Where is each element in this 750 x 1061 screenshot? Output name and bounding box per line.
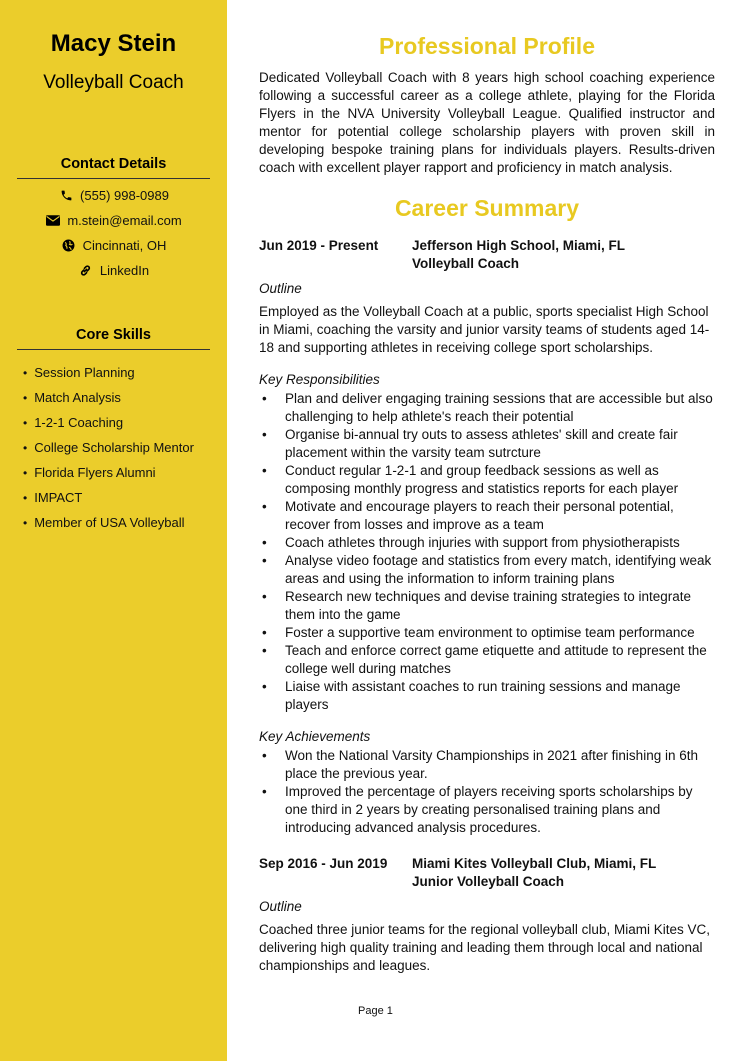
candidate-title: Volleyball Coach [43, 72, 184, 93]
career-heading: Career Summary [394, 195, 580, 221]
location-text: Cincinnati, OH [82, 238, 167, 253]
list-item: • Conduct regular 1-2-1 and group feedback sessions as well as composing monthly progress and statistics reports for each player [259, 462, 715, 498]
list-item: • Motivate and encourage players to reach their personal potential, recover from losses and improve as a team [259, 498, 715, 534]
contact-list [17, 183, 210, 283]
profile-text: Dedicated Volleyball Coach with 8 years high school coaching experience following a successful career as a college athlete, playing for the Florida Flyers in the NVA University Volleyball League. Qualified instructor and mentor for potential college scholarship players with proven skill in developing bespoke training plans for individuals players. Results-driven coach with excellent player rapport and proficiency in match analysis. [259, 70, 715, 175]
responsibilities-list [259, 390, 715, 714]
skill-item: • Session Planning [23, 360, 210, 385]
globe-icon [61, 239, 77, 253]
envelope-icon [45, 214, 61, 228]
phone-icon [58, 189, 74, 203]
skill-item: • Florida Flyers Alumni [23, 460, 210, 485]
list-item: • Research new techniques and devise training strategies to integrate them into the game [259, 588, 715, 624]
phone-text[interactable]: (555) 998-0989 [80, 188, 169, 203]
candidate-name: Macy Stein [50, 30, 177, 57]
achievements-list [259, 747, 715, 837]
linkedin-link[interactable]: LinkedIn [99, 263, 150, 278]
skills-heading: Core Skills [17, 327, 210, 350]
skill-item: • IMPACT [23, 485, 210, 510]
job-employer-block [412, 237, 625, 273]
outline-label: Outline [259, 281, 302, 296]
list-item: • Liaise with assistant coaches to run training sessions and manage players [259, 678, 715, 714]
job-date: Sep 2016 - Jun 2019 [259, 856, 388, 871]
list-item: • Plan and deliver engaging training sessions that are accessible but also challenging to help athlete's reach their potential [259, 390, 715, 426]
job-employer: Jefferson High School, Miami, FL [412, 238, 626, 253]
job-employer-block [412, 855, 656, 891]
list-item: • Teach and enforce correct game etiquette and attitude to represent the college well during matches [259, 642, 715, 678]
skills-list [17, 360, 210, 535]
list-item: • Won the National Varsity Championships in 2021 after finishing in 6th place the previous year. [259, 747, 715, 783]
job-role: Volleyball Coach [412, 256, 520, 271]
job-entry [259, 237, 715, 837]
skill-item: • Match Analysis [23, 385, 210, 410]
list-item: • Improved the percentage of players receiving sports scholarships by one third in 2 years by creating personalised training plans and introducing advanced analysis procedures. [259, 783, 715, 837]
skill-item: • College Scholarship Mentor [23, 435, 210, 460]
job-employer: Miami Kites Volleyball Club, Miami, FL [412, 856, 657, 871]
list-item: • Analyse video footage and statistics from every match, identifying weak areas and using the information to inform training plans [259, 552, 715, 588]
job-date: Jun 2019 - Present [259, 238, 379, 253]
contact-phone [17, 183, 210, 208]
main-content [259, 0, 715, 975]
contact-heading: Contact Details [17, 156, 210, 179]
achievements-label: Key Achievements [259, 729, 371, 744]
list-item: • Organise bi-annual try outs to assess athletes' skill and create fair placement within the varsity team sutrcture [259, 426, 715, 462]
contact-email [17, 208, 210, 233]
job-outline: Employed as the Volleyball Coach at a public, sports specialist High School in Miami, coaching the varsity and junior varsity teams of students aged 14-18 and supporting athletes in receiving college sport scholarships. [259, 304, 710, 355]
job-header [259, 237, 715, 273]
responsibilities-label: Key Responsibilities [259, 372, 380, 387]
outline-label: Outline [259, 899, 302, 914]
email-text[interactable]: m.stein@email.com [67, 213, 182, 228]
job-outline: Coached three junior teams for the regional volleyball club, Miami Kites VC, delivering high quality training and leading them through local and national championships and leagues. [259, 922, 710, 973]
job-role: Junior Volleyball Coach [412, 874, 565, 889]
job-entry [259, 855, 715, 975]
job-header [259, 855, 715, 891]
skill-item: • 1-2-1 Coaching [23, 410, 210, 435]
sidebar [0, 0, 227, 1061]
profile-heading: Professional Profile [378, 33, 595, 59]
contact-location [17, 233, 210, 258]
contact-linkedin [17, 258, 210, 283]
skill-item: • Member of USA Volleyball [23, 510, 210, 535]
list-item: • Foster a supportive team environment to optimise team performance [259, 624, 715, 642]
link-icon [78, 264, 94, 278]
list-item: • Coach athletes through injuries with support from physiotherapists [259, 534, 715, 552]
page-number: Page 1 [358, 1005, 393, 1017]
